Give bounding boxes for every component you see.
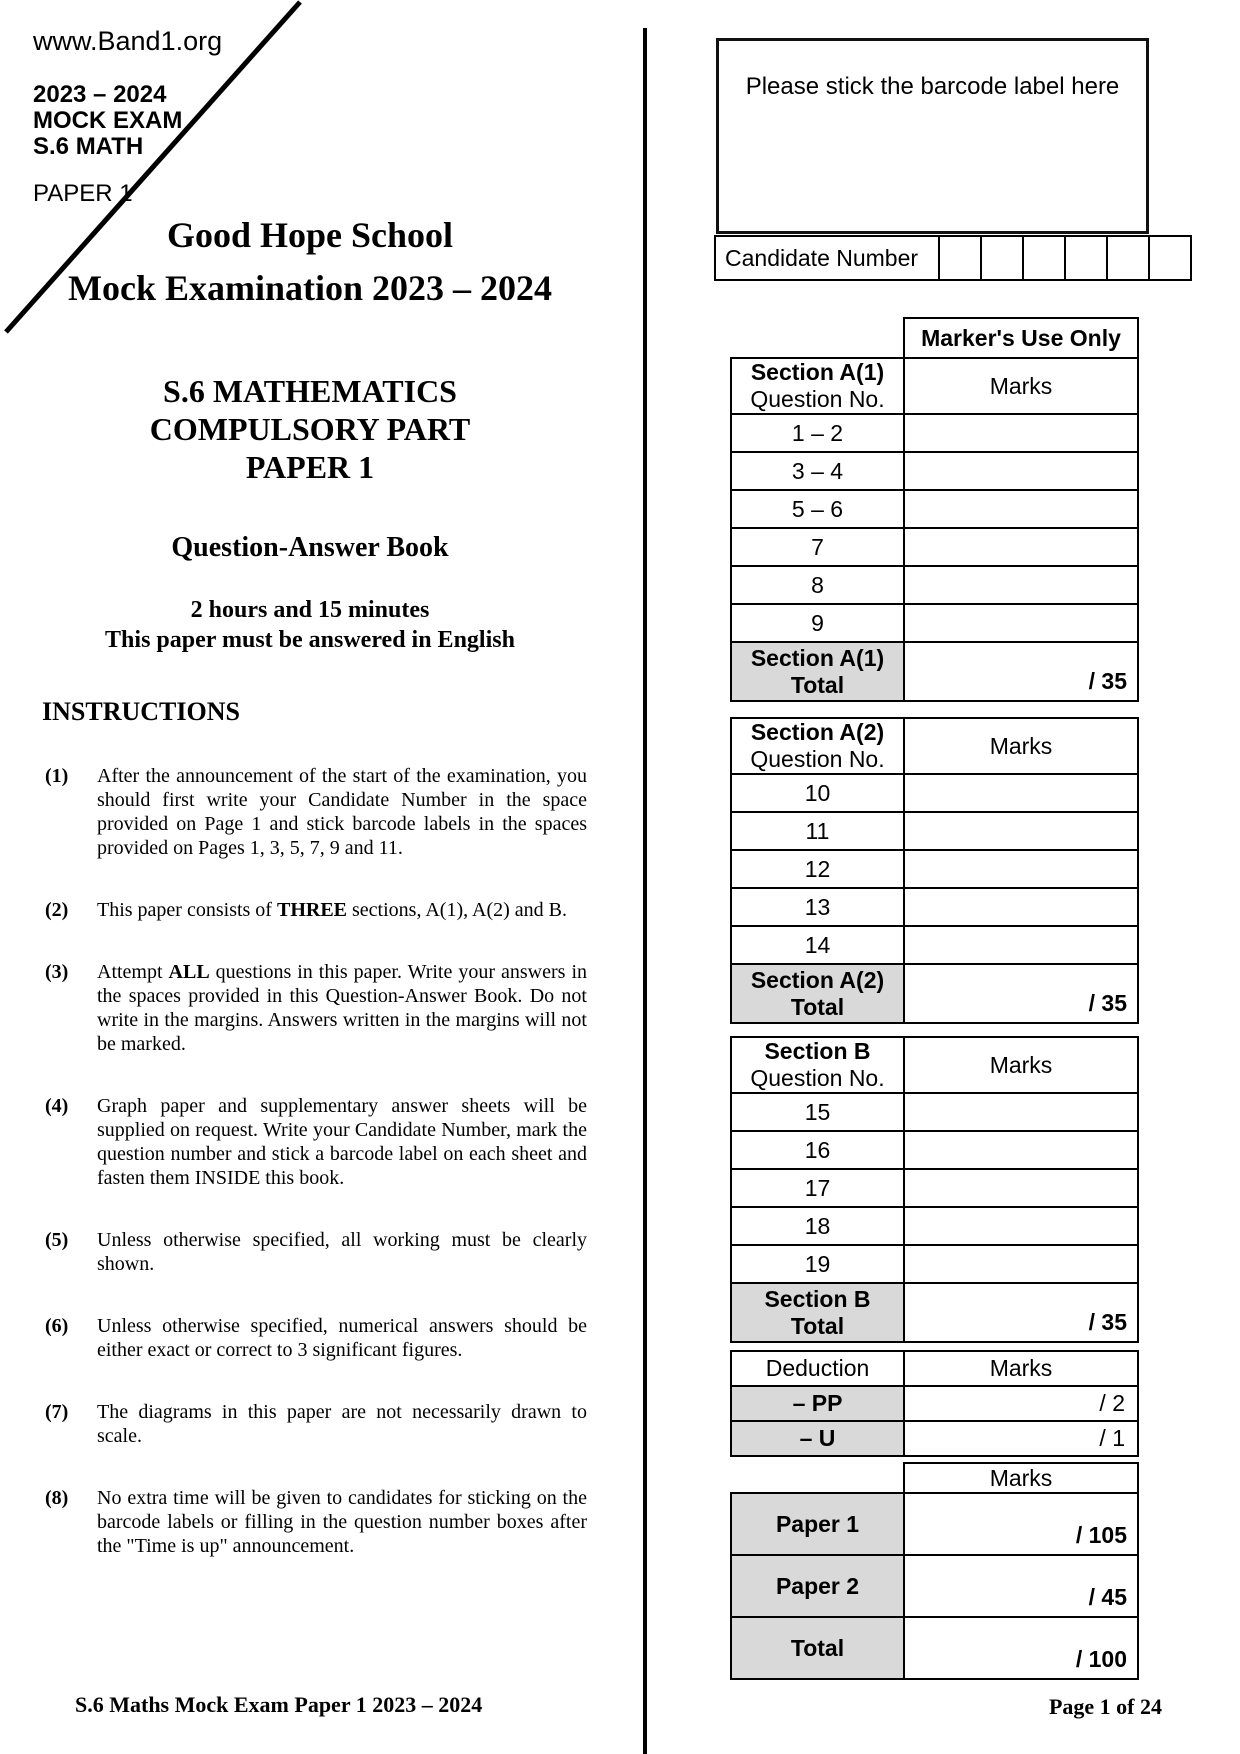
- instruction-item-1: [45, 764, 590, 860]
- a1-total-marks: / 35: [904, 642, 1138, 701]
- candidate-number-cell: [1107, 236, 1149, 280]
- a2-marks-cell: [904, 774, 1138, 812]
- marks-table-section-a1: [730, 317, 1139, 702]
- a1-row-label: 5 – 6: [731, 490, 904, 528]
- instruction-text: This paper consists of THREE sections, A(1), A(2) and B.: [97, 899, 567, 921]
- b-marks-cell: [904, 1093, 1138, 1131]
- a2-row-label: 12: [731, 850, 904, 888]
- instruction-number: (2): [45, 899, 69, 921]
- a1-row-label: 1 – 2: [731, 414, 904, 452]
- instruction-item-7: [45, 1400, 590, 1448]
- a1-row-label: 7: [731, 528, 904, 566]
- instruction-text: Attempt ALL questions in this paper. Write your answers in the spaces provided in this Question-Answer Book. Do not write in the margins. Answers written in the margins will not be marked.: [97, 961, 587, 1055]
- instruction-text: Unless otherwise specified, numerical answers should be either exact or correct to 3 significant figures.: [97, 1315, 587, 1361]
- deduction-header: Deduction: [731, 1351, 904, 1386]
- b-row-label: 18: [731, 1207, 904, 1245]
- candidate-number-cell: [939, 236, 981, 280]
- b-marks-cell: [904, 1245, 1138, 1283]
- b-row-label: 16: [731, 1131, 904, 1169]
- instruction-item-2: [45, 898, 590, 922]
- instruction-number: (8): [45, 1487, 69, 1509]
- summary-paper2-marks: / 45: [904, 1555, 1138, 1617]
- deduction-u-label: – U: [731, 1421, 904, 1456]
- summary-paper2-label: Paper 2: [731, 1555, 904, 1617]
- instruction-text: No extra time will be given to candidates for sticking on the barcode labels or filling in the question number boxes after the "Time is up" announcement.: [97, 1487, 587, 1557]
- a1-marks-header: Marks: [904, 358, 1138, 414]
- subject-line-2: COMPULSORY PART: [149, 411, 471, 447]
- instruction-number: (3): [45, 961, 69, 983]
- a2-marks-cell: [904, 888, 1138, 926]
- a2-question-no-header: Section A(2) Question No.: [731, 718, 904, 774]
- subject-line-1: S.6 MATHEMATICS: [163, 373, 457, 409]
- b-row-label: 15: [731, 1093, 904, 1131]
- exam-duration: 2 hours and 15 minutes: [190, 597, 430, 623]
- instruction-number: (4): [45, 1095, 69, 1117]
- b-total-label: Section B Total: [731, 1283, 904, 1342]
- candidate-number-cell: [1149, 236, 1191, 280]
- paper-summary-table: [730, 1462, 1139, 1680]
- instruction-item-3: [45, 960, 590, 1056]
- instruction-item-8: [45, 1486, 590, 1558]
- a2-marks-cell: [904, 850, 1138, 888]
- column-divider-line: [643, 28, 647, 1754]
- a2-total-marks: / 35: [904, 964, 1138, 1023]
- b-marks-header: Marks: [904, 1037, 1138, 1093]
- instruction-text: The diagrams in this paper are not necessarily drawn to scale.: [97, 1401, 587, 1447]
- corner-year: 2023 – 2024: [33, 81, 167, 108]
- subject-line-3: PAPER 1: [245, 449, 375, 485]
- summary-marks-header: Marks: [904, 1463, 1138, 1493]
- deduction-pp-marks: / 2: [904, 1386, 1138, 1421]
- corner-paper-label: PAPER 1: [33, 180, 133, 207]
- a2-total-label: Section A(2) Total: [731, 964, 904, 1023]
- summary-total-label: Total: [731, 1617, 904, 1679]
- deduction-marks-header: Marks: [904, 1351, 1138, 1386]
- a2-row-label: 13: [731, 888, 904, 926]
- footer-page-number: Page 1 of 24: [1048, 1694, 1162, 1719]
- book-title: Question-Answer Book: [171, 532, 449, 563]
- candidate-number-cell: [1023, 236, 1065, 280]
- candidate-number-table: [714, 235, 1192, 281]
- marks-table-section-a2: [730, 717, 1139, 1024]
- a1-total-label: Section A(1) Total: [731, 642, 904, 701]
- instruction-item-6: [45, 1314, 590, 1362]
- candidate-number-label: Candidate Number: [715, 236, 939, 280]
- exam-language-note: This paper must be answered in English: [105, 627, 515, 653]
- b-row-label: 19: [731, 1245, 904, 1283]
- b-marks-cell: [904, 1131, 1138, 1169]
- markers-use-only-header: Marker's Use Only: [904, 318, 1138, 358]
- instruction-item-4: [45, 1094, 590, 1190]
- a2-marks-header: Marks: [904, 718, 1138, 774]
- marks-table-section-b: [730, 1036, 1139, 1343]
- deduction-u-marks: / 1: [904, 1421, 1138, 1456]
- a1-marks-cell: [904, 490, 1138, 528]
- b-marks-cell: [904, 1169, 1138, 1207]
- b-row-label: 17: [731, 1169, 904, 1207]
- footer-paper-title: S.6 Maths Mock Exam Paper 1 2023 – 2024: [75, 1692, 483, 1717]
- a2-marks-cell: [904, 926, 1138, 964]
- a1-marks-cell: [904, 566, 1138, 604]
- instruction-number: (7): [45, 1401, 69, 1423]
- a1-marks-cell: [904, 452, 1138, 490]
- instruction-number: (5): [45, 1229, 69, 1251]
- corner-class: S.6 MATH: [33, 133, 144, 160]
- instruction-number: (1): [45, 765, 69, 787]
- summary-paper1-marks: / 105: [904, 1493, 1138, 1555]
- summary-paper1-label: Paper 1: [731, 1493, 904, 1555]
- instruction-item-5: [45, 1228, 590, 1276]
- a1-row-label: 9: [731, 604, 904, 642]
- barcode-label-box: [716, 38, 1149, 234]
- barcode-instruction: Please stick the barcode label here: [745, 73, 1120, 100]
- school-name: Good Hope School: [166, 215, 454, 255]
- a2-row-label: 10: [731, 774, 904, 812]
- instruction-text: Unless otherwise specified, all working must be clearly shown.: [97, 1229, 587, 1275]
- b-total-marks: / 35: [904, 1283, 1138, 1342]
- a2-row-label: 11: [731, 812, 904, 850]
- instructions-heading: INSTRUCTIONS: [42, 697, 240, 726]
- deduction-table: [730, 1350, 1139, 1457]
- a1-question-no-header: Section A(1) Question No.: [731, 358, 904, 414]
- a2-row-label: 14: [731, 926, 904, 964]
- candidate-number-cell: [1065, 236, 1107, 280]
- summary-total-marks: / 100: [904, 1617, 1138, 1679]
- a1-row-label: 3 – 4: [731, 452, 904, 490]
- b-question-no-header: Section B Question No.: [731, 1037, 904, 1093]
- corner-exam-label: [33, 82, 182, 160]
- exam-title: Mock Examination 2023 – 2024: [67, 268, 552, 308]
- b-marks-cell: [904, 1207, 1138, 1245]
- instruction-number: (6): [45, 1315, 69, 1337]
- instructions-list: [45, 764, 590, 1596]
- corner-mock: MOCK EXAM: [33, 107, 183, 134]
- candidate-number-cell: [981, 236, 1023, 280]
- a1-row-label: 8: [731, 566, 904, 604]
- a1-marks-cell: [904, 604, 1138, 642]
- subject-title: [10, 372, 610, 486]
- instruction-text: After the announcement of the start of the examination, you should first write your Candidate Number in the space provided on Page 1 and stick barcode labels in the spaces provided on Pages 1, 3, 5, 7, 9 and 11.: [97, 765, 587, 859]
- instruction-text: Graph paper and supplementary answer sheets will be supplied on request. Write your Candidate Number, mark the question number and stick a barcode label on each sheet and fasten them INSIDE this book.: [97, 1095, 587, 1189]
- deduction-pp-label: – PP: [731, 1386, 904, 1421]
- site-watermark: www.Band1.org: [33, 26, 223, 56]
- a2-marks-cell: [904, 812, 1138, 850]
- a1-marks-cell: [904, 528, 1138, 566]
- a1-marks-cell: [904, 414, 1138, 452]
